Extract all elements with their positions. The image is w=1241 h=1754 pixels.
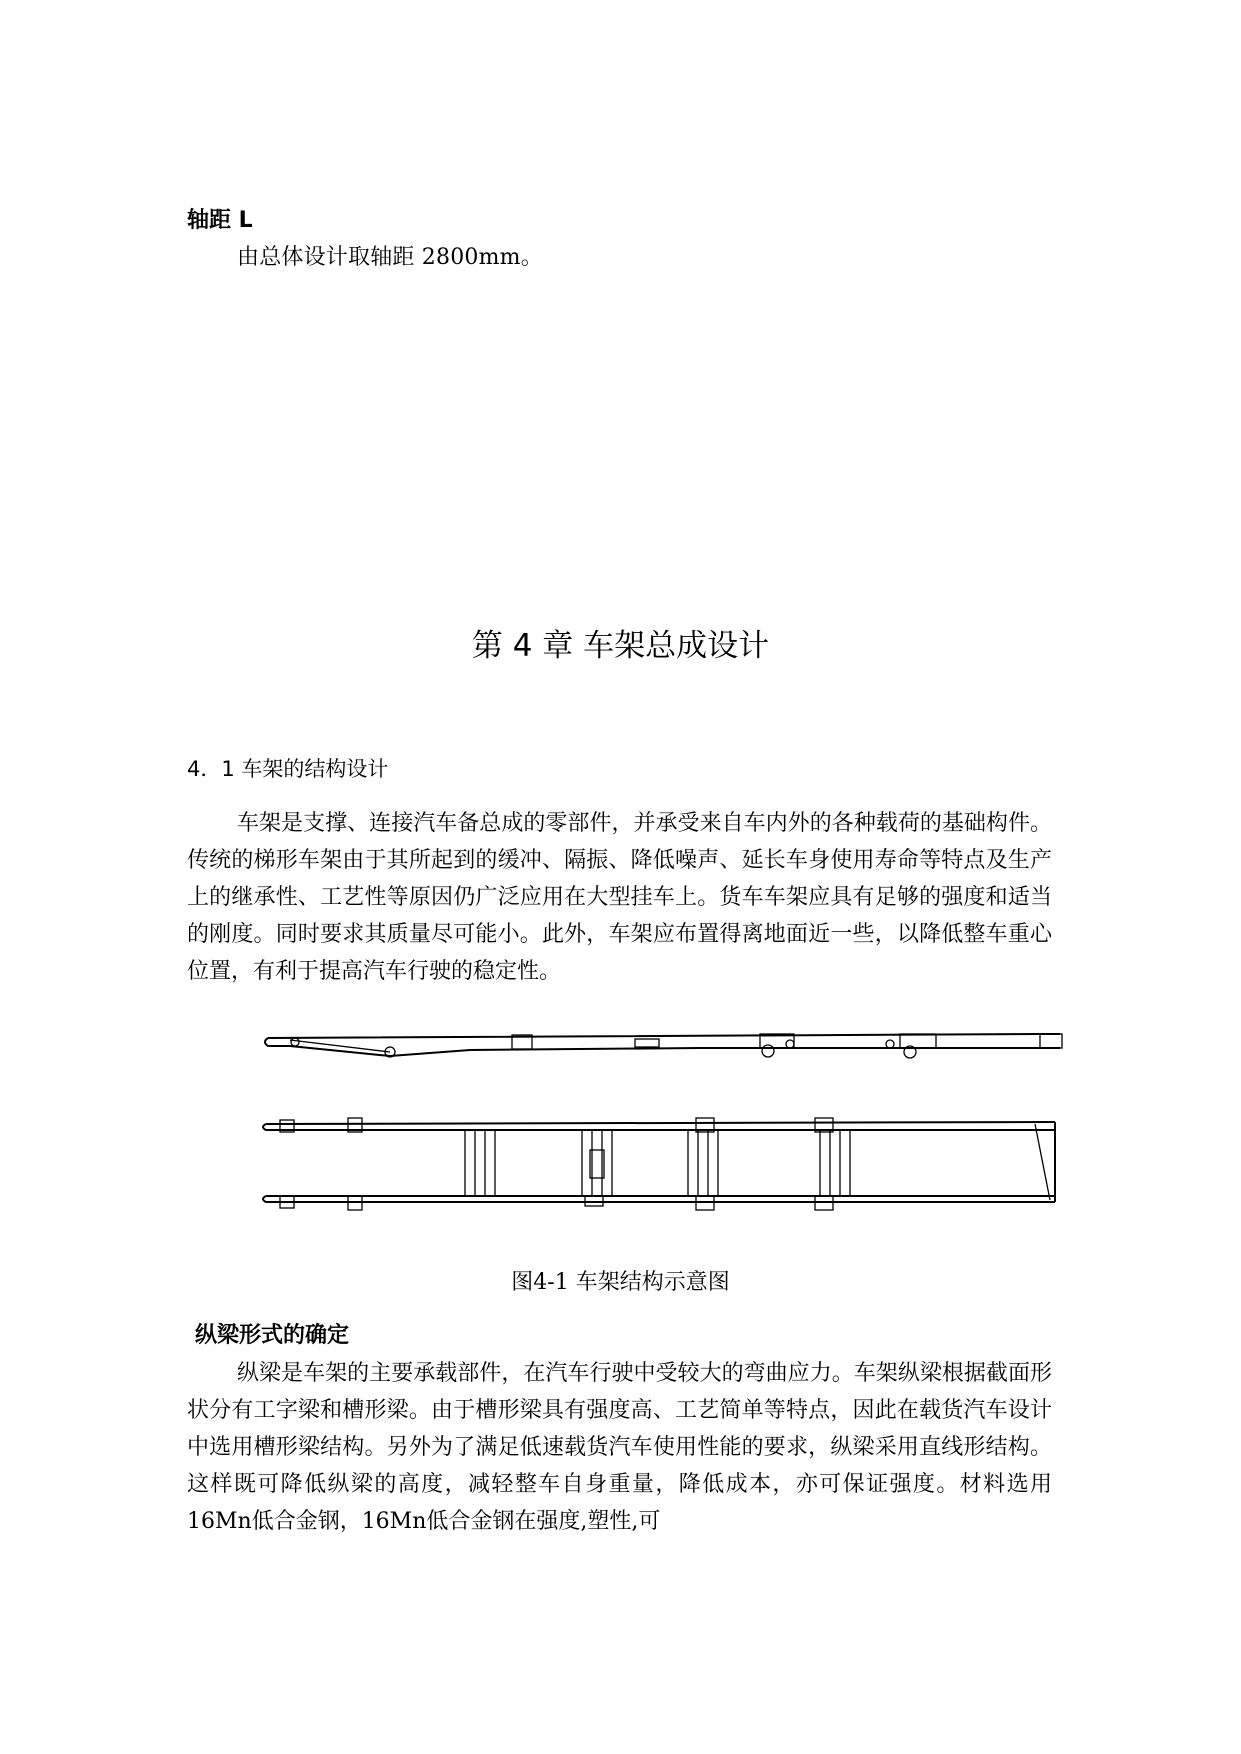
wheelbase-heading: 轴距 L <box>187 208 253 233</box>
figure-caption: 图4-1 车架结构示意图 <box>511 1270 730 1295</box>
longitudinal-beam-heading: 纵梁形式的确定 <box>195 1323 350 1348</box>
frame-side-view <box>265 1034 1062 1058</box>
section-heading: 4．1 车架的结构设计 <box>187 757 389 781</box>
frame-structure-paragraph: 车架是支撑、连接汽车备总成的零部件，并承受来自车内外的各种载荷的基础构件。传统的梯形车架由于其所起到的缓冲、隔振、降低噪声、延长车身使用寿命等特点及生产上的继承性、工艺性等原因仍广泛应用在大型挂车上。货车车架应具有足够的强度和适当的刚度。同时要求其质量尽可能小。此外，车架应布置得离地面近一些，以降低整车重心位置，有利于提高汽车行驶的稳定性。 <box>187 811 1052 984</box>
longitudinal-beam-paragraph: 纵梁是车架的主要承载部件，在汽车行驶中受较大的弯曲应力。车架纵梁根据截面形状分有工字梁和槽形梁。由于槽形梁具有强度高、工艺简单等特点，因此在载货汽车设计中选用槽形梁结构。另外为了满足低速载货汽车使用性能的要求，纵梁采用直线形结构。这样既可降低纵梁的高度，减轻整车自身重量，降低成本，亦可保证强度。材料选用16Mn低合金钢，16Mn低合金钢在强度,塑性,可 <box>187 1361 1052 1534</box>
frame-top-view <box>263 1118 1055 1210</box>
frame-structure-figure <box>260 1020 1080 1240</box>
wheelbase-text: 由总体设计取轴距 2800mm。 <box>237 245 543 270</box>
chapter-title: 第 4 章 车架总成设计 <box>471 628 770 664</box>
